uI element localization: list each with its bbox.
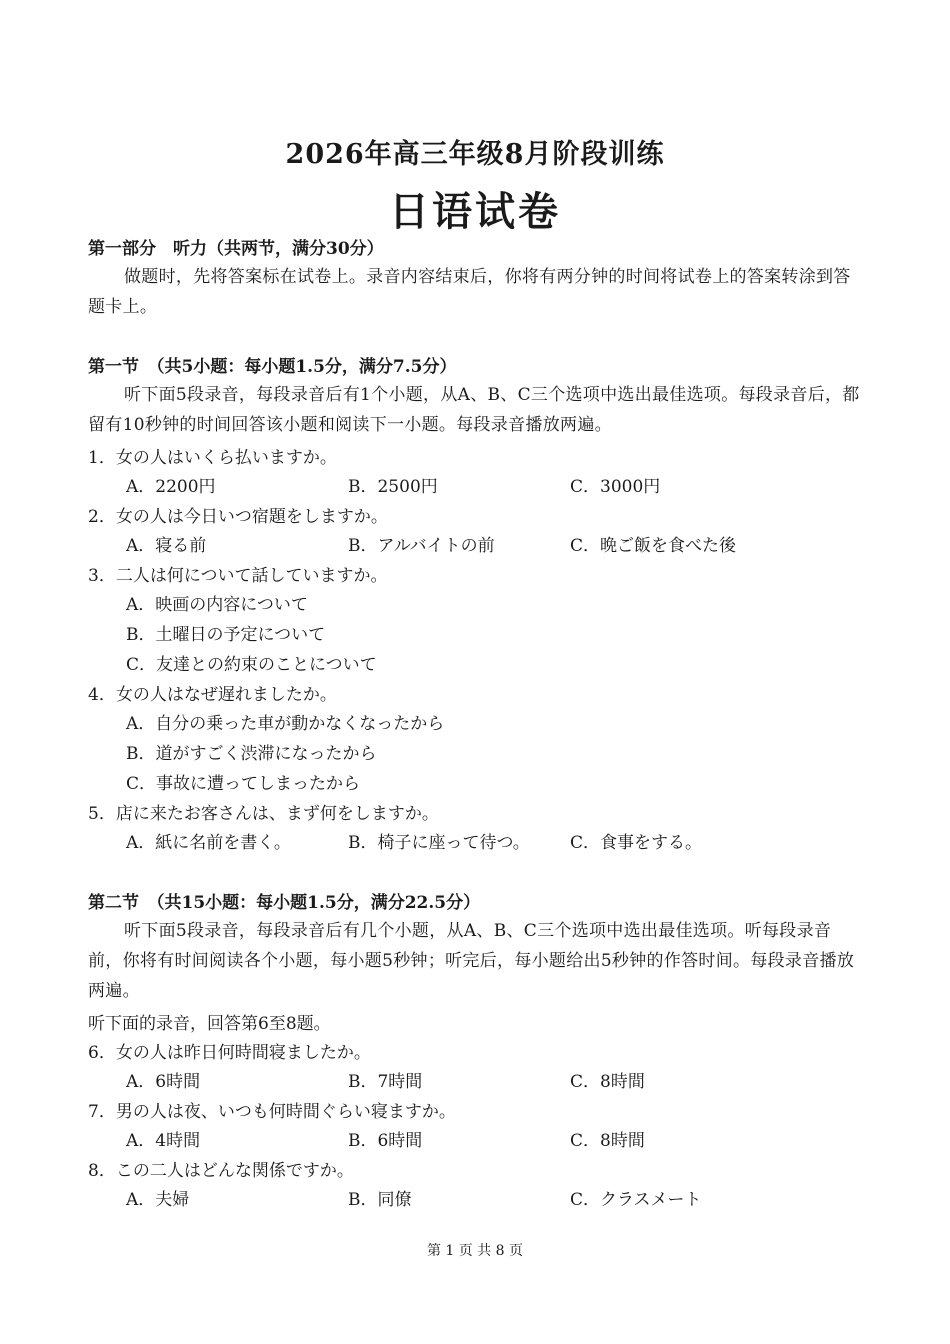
section2-instruction: 听下面5段录音，每段录音后有几个小题，从A、B、C三个选项中选出最佳选项。听每段录音前，你将有时间阅读各个小题，每小题5秒钟；听完后，每小题给出5秒钟的作答时间。每段录音播放两遍。 [88, 921, 855, 1001]
exam-subject: 日语试卷 [389, 188, 561, 235]
part1-instruction: 做题时，先将答案标在试卷上。录音内容结束后，你将有两分钟的时间将试卷上的答案转涂到答题卡上。 [88, 267, 851, 317]
option-5b: B．椅子に座って待つ。 [348, 833, 530, 853]
section2-sub-instruction: 听下面的录音，回答第6至8题。 [88, 1014, 331, 1034]
question-5: 5．店に来たお客さんは、まず何をしますか。 [88, 804, 439, 824]
option-4c: C．事故に遭ってしまったから [126, 774, 361, 794]
question-8: 8．この二人はどんな関係ですか。 [88, 1161, 354, 1181]
option-6c: C．8時間 [570, 1072, 645, 1092]
option-8c: C．クラスメート [570, 1190, 702, 1210]
question-3: 3．二人は何について話していますか。 [88, 566, 388, 586]
page-footer: 第 1 页 共 8 页 [426, 1243, 524, 1259]
option-4b: B．道がすごく渋滞になったから [126, 744, 377, 764]
option-5a: A．紙に名前を書く。 [126, 833, 291, 853]
question-6: 6．女の人は昨日何時間寝ましたか。 [88, 1043, 371, 1063]
question-2: 2．女の人は今日いつ宿題をしますか。 [88, 507, 388, 527]
option-3c: C．友達との約束のことについて [126, 655, 377, 675]
section1-instruction: 听下面5段录音，每段录音后有1个小题，从A、B、C三个选项中选出最佳选项。每段录音后，都留有10秒钟的时间回答该小题和阅读下一小题。每段录音播放两遍。 [88, 385, 860, 435]
option-3b: B．土曜日の予定について [126, 625, 326, 645]
option-3a: A．映画の内容について [126, 595, 308, 615]
question-4: 4．女の人はなぜ遅れましたか。 [88, 685, 337, 705]
option-5c: C．食事をする。 [570, 833, 703, 853]
option-6b: B．7時間 [348, 1072, 423, 1092]
option-2c: C．晩ご飯を食べた後 [570, 536, 737, 556]
option-6a: A．6時間 [126, 1072, 201, 1092]
section1-heading: 第一节 （共5小题：每小题1.5分，满分7.5分） [88, 357, 457, 377]
option-1b: B．2500円 [348, 477, 438, 497]
option-8a: A．夫婦 [126, 1190, 190, 1210]
option-7c: C．8時間 [570, 1131, 645, 1151]
option-1c: C．3000円 [570, 477, 661, 497]
part1-heading: 第一部分 听力（共两节，满分30分） [88, 239, 384, 259]
option-2a: A．寝る前 [126, 536, 207, 556]
exam-title: 2026年高三年级8月阶段训练 [285, 139, 665, 170]
option-2b: B．アルバイトの前 [348, 536, 495, 556]
question-1: 1．女の人はいくら払いますか。 [88, 448, 337, 468]
question-7: 7．男の人は夜、いつも何時間ぐらい寝ますか。 [88, 1102, 456, 1122]
option-8b: B．同僚 [348, 1190, 412, 1210]
option-7b: B．6時間 [348, 1131, 423, 1151]
option-4a: A．自分の乗った車が動かなくなったから [126, 714, 445, 734]
option-1a: A．2200円 [126, 477, 216, 497]
option-7a: A．4時間 [126, 1131, 201, 1151]
section2-heading: 第二节 （共15小题：每小题1.5分，满分22.5分） [88, 893, 481, 913]
